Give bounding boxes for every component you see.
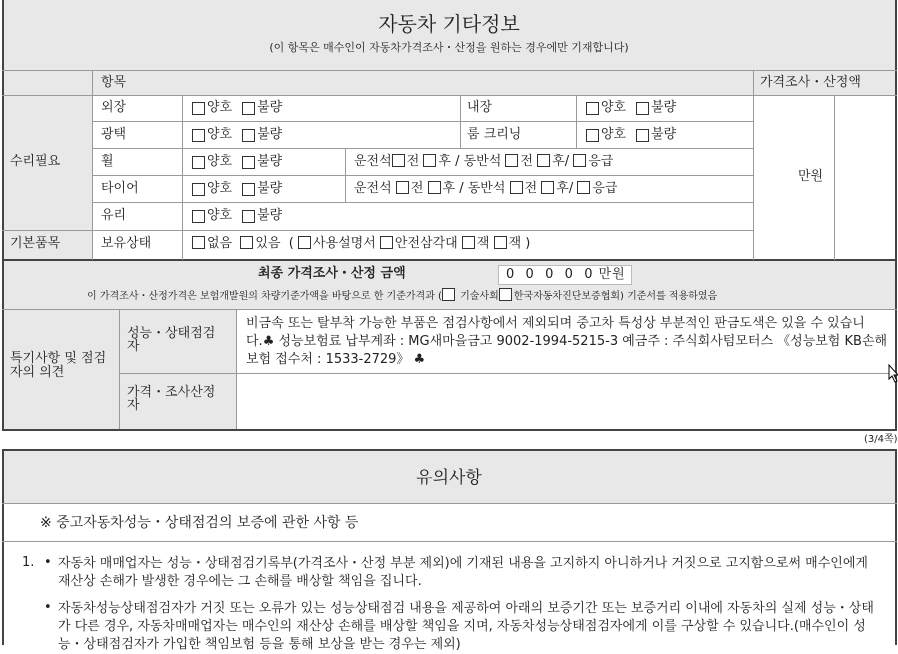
row-gloss-label: 광택 bbox=[101, 127, 127, 142]
page-number: (3/4쪽) bbox=[864, 434, 898, 445]
form-subtitle: (이 항목은 매수인이 자동차가격조사・산정을 원하는 경우에만 기재합니다) bbox=[269, 41, 629, 54]
row-interior-label: 내장 bbox=[467, 100, 493, 115]
row-possession-label: 보유상태 bbox=[101, 236, 152, 251]
repair-needed-label: 수리필요 bbox=[10, 154, 61, 169]
notice-section-heading: ※ 중고자동차성능・상태점검의 보증에 관한 사항 등 bbox=[40, 515, 359, 531]
gloss-good-checkbox[interactable]: 양호 bbox=[192, 127, 232, 143]
notice-bullet-2: 자동차성능상태점검자가 거짓 또는 오류가 있는 성능상태점검 내용을 제공하여 아래의 보증기간 또는 보증거리 이내에 자동차의 실제 성능・상태가 다른 경우, 자동차매매업자는 매수인의 재산상 손해를 배상할 책임을 지며, 자동차성능상태점검자에게 이를 구상할 수 있습니다.(매수인이 성능・상태점검자가 가입한 책임보험 등을 통해 보상을 받는 경우는 제외) bbox=[58, 601, 874, 652]
exterior-options bbox=[192, 100, 292, 120]
notice-title: 유의사항 bbox=[416, 468, 482, 488]
price-digit: 0 bbox=[545, 267, 555, 282]
possession-have-checkbox[interactable] bbox=[240, 236, 253, 249]
row-wheel-label: 휠 bbox=[101, 154, 114, 169]
wheel-passenger-rear-checkbox[interactable] bbox=[537, 154, 550, 167]
final-price-digits bbox=[506, 267, 626, 283]
gloss-bad-checkbox[interactable]: 불량 bbox=[242, 127, 282, 143]
notice-bullet-1: 자동차 매매업자는 성능・상태점검기록부(가격조사・산정 부분 제외)에 기재된 내용을 고지하지 아니하거나 거짓으로 고지함으로써 매수인에게 재산상 손해가 발생한 경우에는 그 손해를 배상할 책임을 집니다. bbox=[58, 556, 868, 589]
room-cleaning-bad-checkbox[interactable]: 불량 bbox=[636, 127, 676, 143]
interior-options bbox=[586, 100, 686, 120]
gloss-options bbox=[192, 127, 292, 147]
possession-spanner-checkbox[interactable] bbox=[494, 236, 507, 249]
final-price-note: 이 가격조사・산정가격은 보험개발원의 차량기준가액을 바탕으로 한 기준가격과 ( 기술사회 한국자동차진단보증협회) 기준서를 적용하였음 bbox=[87, 288, 717, 305]
price-digit: 0 bbox=[584, 267, 594, 282]
wheel-options bbox=[192, 154, 292, 174]
mouse-cursor-icon bbox=[888, 364, 898, 384]
price-digit: 0 bbox=[564, 267, 574, 282]
tire-seat-options: 운전석 전 후 / 동반석 전 후/ 응급 bbox=[354, 181, 618, 196]
possession-triangle-checkbox[interactable] bbox=[380, 236, 393, 249]
glass-options bbox=[192, 208, 292, 228]
form-title: 자동차 기타정보 bbox=[378, 12, 520, 36]
price-assessor-label: 가격・조사산정자 bbox=[127, 385, 216, 413]
tire-bad-checkbox[interactable]: 불량 bbox=[242, 181, 282, 197]
price-digit: 0 bbox=[506, 267, 516, 282]
wheel-driver-front-checkbox[interactable] bbox=[392, 154, 405, 167]
row-room-cleaning-label: 룸 크리닝 bbox=[467, 127, 522, 142]
price-unit: 만원 bbox=[598, 267, 626, 282]
tire-passenger-front-checkbox[interactable] bbox=[510, 181, 523, 194]
basic-items-label: 기본품목 bbox=[10, 236, 61, 251]
tire-emergency-checkbox[interactable] bbox=[577, 181, 590, 194]
column-item-header: 항목 bbox=[101, 75, 127, 90]
possession-jack-checkbox[interactable] bbox=[462, 236, 475, 249]
interior-good-checkbox[interactable]: 양호 bbox=[586, 100, 626, 116]
tire-passenger-rear-checkbox[interactable] bbox=[541, 181, 554, 194]
tire-driver-rear-checkbox[interactable] bbox=[428, 181, 441, 194]
remarks-label: 특기사항 및 점검자의 의견 bbox=[10, 351, 107, 380]
wheel-emergency-checkbox[interactable] bbox=[573, 154, 586, 167]
bullet-dot: • bbox=[44, 600, 52, 615]
perf-inspector-label: 성능・상태점검자 bbox=[127, 326, 216, 354]
wheel-seat-options: 운전석 전 후 / 동반석 전 후/ 응급 bbox=[354, 154, 614, 169]
row-exterior-label: 외장 bbox=[101, 100, 127, 115]
wheel-good-checkbox[interactable]: 양호 bbox=[192, 154, 232, 170]
tech-society-checkbox[interactable] bbox=[442, 288, 455, 301]
possession-options: 없음 있음 ( 사용설명서 안전삼각대 잭 잭 ) bbox=[192, 236, 530, 252]
glass-bad-checkbox[interactable]: 불량 bbox=[242, 208, 282, 224]
wheel-bad-checkbox[interactable]: 불량 bbox=[242, 154, 282, 170]
perf-inspector-text: 비금속 또는 탈부착 가능한 부품은 점검사항에서 제외되며 중고차 특성상 부분적인 판금도색은 있을 수 있습니다.♣ 성능보험료 납부계좌 : MG새마을금고 9002-1994-5215-3 예금주 : 주식회사텀모터스 《성능보험 KB손해보험 접수처 : 1533-2729》 ♣ bbox=[246, 316, 888, 367]
bullet-dot: • bbox=[44, 555, 52, 570]
tire-good-checkbox[interactable]: 양호 bbox=[192, 181, 232, 197]
notice-item-number: 1. bbox=[22, 555, 35, 570]
possession-manual-checkbox[interactable] bbox=[298, 236, 311, 249]
possession-none-checkbox[interactable] bbox=[192, 236, 205, 249]
row-tire-label: 타이어 bbox=[101, 181, 139, 196]
tire-options bbox=[192, 181, 292, 201]
room-cleaning-options bbox=[586, 127, 686, 147]
kadia-checkbox[interactable] bbox=[499, 288, 512, 301]
tire-driver-front-checkbox[interactable] bbox=[396, 181, 409, 194]
glass-good-checkbox[interactable]: 양호 bbox=[192, 208, 232, 224]
price-unit-label: 만원 bbox=[798, 169, 824, 184]
room-cleaning-good-checkbox[interactable]: 양호 bbox=[586, 127, 626, 143]
wheel-driver-rear-checkbox[interactable] bbox=[423, 154, 436, 167]
price-digit: 0 bbox=[525, 267, 535, 282]
exterior-bad-checkbox[interactable]: 불량 bbox=[242, 100, 282, 116]
column-price-header: 가격조사・산정액 bbox=[760, 75, 861, 90]
row-glass-label: 유리 bbox=[101, 208, 127, 223]
exterior-good-checkbox[interactable]: 양호 bbox=[192, 100, 232, 116]
interior-bad-checkbox[interactable]: 불량 bbox=[636, 100, 676, 116]
final-price-label: 최종 가격조사・산정 금액 bbox=[258, 266, 406, 281]
wheel-passenger-front-checkbox[interactable] bbox=[505, 154, 518, 167]
